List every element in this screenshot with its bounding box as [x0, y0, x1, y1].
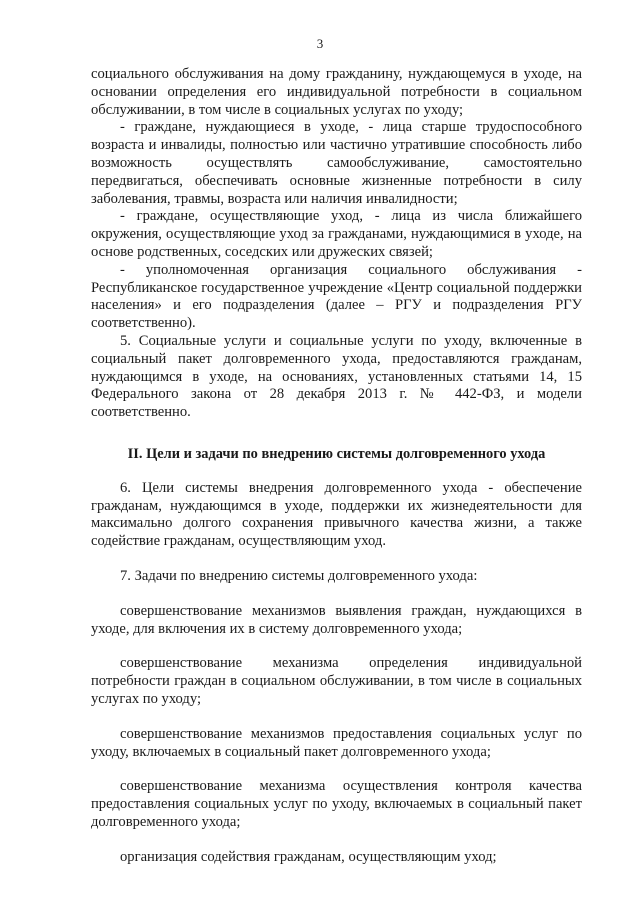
paragraph-definition-caregivers: - граждане, осуществляющие уход, - лица из числа ближайшего окружения, осуществляющие уход за гражданами, нуждающимися в уходе, на основе родственных, соседских или дружеских связей; — [91, 208, 582, 260]
paragraph-item-5: 5. Социальные услуги и социальные услуги по уходу, включенные в социальный пакет долговременного ухода, предоставляются гражданам, нуждающимся в уходе, на основаниях, установленных статьями 14, 15 Федерального закона от 28 декабря 2013 г. № 442-ФЗ, и модели соответственно. — [91, 332, 582, 421]
paragraph-definition-care-recipients: - граждане, нуждающиеся в уходе, - лица старше трудоспособного возраста и инвалиды, полностью или частично утратившие способность либо возможность осуществлять самообслуживание, самостоятельно передвигаться, обеспечивать основные жизненные потребности в силу заболевания, травмы, возраста или наличия инвалидности; — [91, 119, 582, 207]
section-heading: II. Цели и задачи по внедрению системы долговременного ухода — [127, 445, 546, 462]
document-body — [91, 66, 582, 866]
paragraph-home-care-continuation: социального обслуживания на дому гражданину, нуждающемуся в уходе, на основании определения его индивидуальной потребности в социальном обслуживании, в том числе в социальных услугах по уходу; — [91, 66, 582, 118]
task-item-quality-control: совершенствование механизма осуществления контроля качества предоставления социальных услуг по уходу, включаемых в социальный пакет долговременного ухода; — [91, 778, 582, 830]
paragraph-item-6: 6. Цели системы внедрения долговременного ухода - обеспечение гражданам, нуждающимся в уходе, поддержки их жизнедеятельности для максимально долгого сохранения привычного качества жизни, а также содействие гражданам, осуществляющим уход. — [91, 479, 582, 550]
paragraph-definition-authorized-organization: - уполномоченная организация социального обслуживания - Республиканское государственное учреждение «Центр социальной поддержки населения» и его подразделения (далее – РГУ и подразделения РГУ соответственно). — [91, 261, 582, 332]
task-item-identification: совершенствование механизмов выявления граждан, нуждающихся в уходе, для включения их в систему долговременного ухода; — [91, 602, 582, 637]
task-item-service-provision: совершенствование механизмов предоставления социальных услуг по уходу, включаемых в социальный пакет долговременного ухода; — [91, 725, 582, 760]
task-item-caregiver-support: организация содействия гражданам, осуществляющим уход; — [120, 848, 497, 865]
task-item-needs-assessment: совершенствование механизма определения индивидуальной потребности граждан в социальном обслуживании, в том числе в социальных услугах по уходу; — [91, 655, 582, 707]
page-number: 3 — [316, 36, 324, 51]
paragraph-item-7: 7. Задачи по внедрению системы долговременного ухода: — [120, 567, 478, 584]
